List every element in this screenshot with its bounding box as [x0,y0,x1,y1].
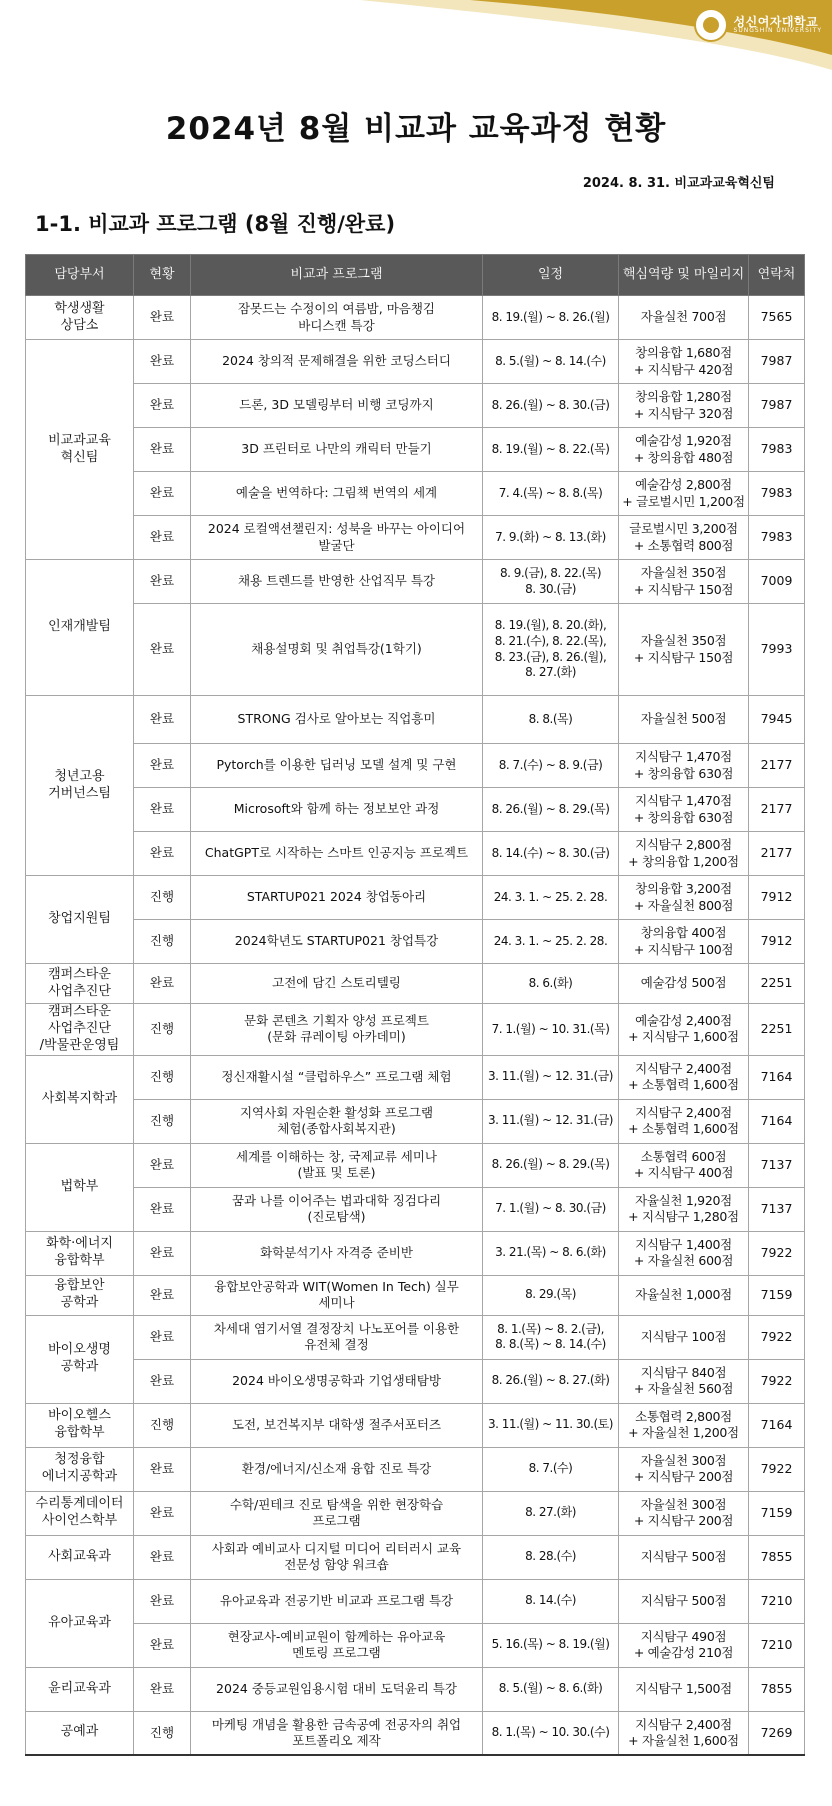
table-row [26,384,805,428]
schedule-cell: 24. 3. 1. ~ 25. 2. 28. [483,876,619,920]
phone-cell: 7945 [749,696,805,744]
table-row [26,1535,805,1579]
program-cell: Pytorch를 이용한 딥러닝 모델 설계 및 구현 [191,744,483,788]
table-row [26,472,805,516]
table-row [26,428,805,472]
status-cell: 완료 [134,1667,191,1711]
status-cell: 진행 [134,1711,191,1755]
points-cell: 자율실천 350점 + 지식탐구 150점 [619,560,749,604]
points-cell: 지식탐구 2,400점 + 소통협력 1,600점 [619,1099,749,1143]
phone-cell: 7922 [749,1359,805,1403]
phone-cell: 7855 [749,1667,805,1711]
status-cell: 완료 [134,1491,191,1535]
points-cell: 창의융합 400점 + 지식탐구 100점 [619,920,749,964]
program-cell: 정신재활시설 “클럽하우스” 프로그램 체험 [191,1055,483,1099]
points-cell: 지식탐구 500점 [619,1579,749,1623]
table-row [26,1623,805,1667]
program-cell: 지역사회 자원순환 활성화 프로그램 체험(종합사회복지관) [191,1099,483,1143]
schedule-cell: 7. 1.(월) ~ 10. 31.(목) [483,1004,619,1056]
phone-cell: 2177 [749,832,805,876]
schedule-cell: 8. 26.(월) ~ 8. 27.(화) [483,1359,619,1403]
program-cell: 채용설명회 및 취업특강(1학기) [191,604,483,696]
table-row [26,1359,805,1403]
status-cell: 완료 [134,1187,191,1231]
phone-cell: 7269 [749,1711,805,1755]
points-cell: 지식탐구 1,470점 + 창의융합 630점 [619,744,749,788]
points-cell: 지식탐구 100점 [619,1315,749,1359]
schedule-cell: 8. 7.(수) [483,1447,619,1491]
header-program: 비교과 프로그램 [191,255,483,296]
schedule-cell: 8. 5.(월) ~ 8. 6.(화) [483,1667,619,1711]
phone-cell: 2177 [749,744,805,788]
schedule-cell: 7. 4.(목) ~ 8. 8.(목) [483,472,619,516]
phone-cell: 7164 [749,1403,805,1447]
points-cell: 글로벌시민 3,200점 + 소통협력 800점 [619,516,749,560]
status-cell: 진행 [134,1403,191,1447]
points-cell: 지식탐구 490점 + 예술감성 210점 [619,1623,749,1667]
phone-cell: 7137 [749,1187,805,1231]
points-cell: 자율실천 300점 + 지식탐구 200점 [619,1491,749,1535]
points-cell: 자율실천 300점 + 지식탐구 200점 [619,1447,749,1491]
points-cell: 자율실천 350점 + 지식탐구 150점 [619,604,749,696]
header-points: 핵심역량 및 마일리지 [619,255,749,296]
phone-cell: 7922 [749,1315,805,1359]
points-cell: 지식탐구 2,800점 + 창의융합 1,200점 [619,832,749,876]
phone-cell: 7987 [749,384,805,428]
dept-cell: 비교과교육 혁신팀 [26,340,134,560]
program-cell: 문화 콘텐츠 기획자 양성 프로젝트 (문화 큐레이팅 아카데미) [191,1004,483,1056]
points-cell: 예술감성 500점 [619,964,749,1004]
schedule-cell: 7. 9.(화) ~ 8. 13.(화) [483,516,619,560]
schedule-cell: 8. 26.(월) ~ 8. 29.(목) [483,1143,619,1187]
status-cell: 완료 [134,1143,191,1187]
schedule-cell: 8. 19.(월) ~ 8. 26.(월) [483,296,619,340]
points-cell: 예술감성 2,800점 + 글로벌시민 1,200점 [619,472,749,516]
header-dept: 담당부서 [26,255,134,296]
schedule-cell: 8. 5.(월) ~ 8. 14.(수) [483,340,619,384]
phone-cell: 7565 [749,296,805,340]
table-row [26,832,805,876]
table-row [26,876,805,920]
status-cell: 완료 [134,428,191,472]
dept-cell: 융합보안 공학과 [26,1275,134,1315]
points-cell: 자율실천 1,000점 [619,1275,749,1315]
table-row [26,1055,805,1099]
table-row [26,1447,805,1491]
table-row [26,744,805,788]
table-row [26,1004,805,1056]
program-cell: 2024 창의적 문제해결을 위한 코딩스터디 [191,340,483,384]
table-row [26,1099,805,1143]
points-cell: 소통협력 600점 + 지식탐구 400점 [619,1143,749,1187]
dept-cell: 유아교육과 [26,1579,134,1667]
schedule-cell: 8. 14.(수) ~ 8. 30.(금) [483,832,619,876]
status-cell: 완료 [134,384,191,428]
phone-cell: 7164 [749,1099,805,1143]
schedule-cell: 8. 6.(화) [483,964,619,1004]
schedule-cell: 8. 26.(월) ~ 8. 30.(금) [483,384,619,428]
status-cell: 진행 [134,920,191,964]
program-cell: 수학/핀테크 진로 탐색을 위한 현장학습 프로그램 [191,1491,483,1535]
program-cell: 현장교사-예비교원이 함께하는 유아교육 멘토링 프로그램 [191,1623,483,1667]
schedule-cell: 3. 11.(월) ~ 12. 31.(금) [483,1099,619,1143]
status-cell: 진행 [134,1004,191,1056]
program-cell: 마케팅 개념을 활용한 금속공예 전공자의 취업 포트폴리오 제작 [191,1711,483,1755]
program-cell: 예술을 번역하다: 그림책 번역의 세계 [191,472,483,516]
program-cell: 융합보안공학과 WIT(Women In Tech) 실무 세미나 [191,1275,483,1315]
program-cell: 화학분석기사 자격증 준비반 [191,1231,483,1275]
status-cell: 완료 [134,1623,191,1667]
points-cell: 지식탐구 1,470점 + 창의융합 630점 [619,788,749,832]
dept-cell: 인재개발팀 [26,560,134,696]
status-cell: 완료 [134,1315,191,1359]
program-cell: 세계를 이해하는 창, 국제교류 세미나 (발표 및 토론) [191,1143,483,1187]
phone-cell: 7987 [749,340,805,384]
program-cell: 차세대 염기서열 결정장치 나노포어를 이용한 유전체 결정 [191,1315,483,1359]
status-cell: 완료 [134,744,191,788]
points-cell: 창의융합 3,200점 + 자율실천 800점 [619,876,749,920]
status-cell: 완료 [134,832,191,876]
phone-cell: 7210 [749,1579,805,1623]
table-row [26,788,805,832]
points-cell: 지식탐구 840점 + 자율실천 560점 [619,1359,749,1403]
status-cell: 완료 [134,788,191,832]
dept-cell: 사회복지학과 [26,1055,134,1143]
table-row [26,1403,805,1447]
status-cell: 완료 [134,696,191,744]
schedule-cell: 7. 1.(월) ~ 8. 30.(금) [483,1187,619,1231]
status-cell: 완료 [134,1535,191,1579]
status-cell: 진행 [134,1055,191,1099]
program-cell: 유아교육과 전공기반 비교과 프로그램 특강 [191,1579,483,1623]
dept-cell: 화학·에너지 융합학부 [26,1231,134,1275]
university-logo [694,8,822,42]
schedule-cell: 8. 28.(수) [483,1535,619,1579]
program-cell: ChatGPT로 시작하는 스마트 인공지능 프로젝트 [191,832,483,876]
points-cell: 자율실천 700점 [619,296,749,340]
schedule-cell: 8. 7.(수) ~ 8. 9.(금) [483,744,619,788]
table-row [26,1315,805,1359]
logo-name-en: SUNGSHIN UNIVERSITY [733,27,822,35]
dept-cell: 바이오생명 공학과 [26,1315,134,1403]
dept-cell: 학생생활 상담소 [26,296,134,340]
points-cell: 예술감성 1,920점 + 창의융합 480점 [619,428,749,472]
table-row [26,1187,805,1231]
points-cell: 예술감성 2,400점 + 지식탐구 1,600점 [619,1004,749,1056]
program-cell: 2024학년도 STARTUP021 창업특강 [191,920,483,964]
phone-cell: 7009 [749,560,805,604]
schedule-cell: 8. 1.(목) ~ 10. 30.(수) [483,1711,619,1755]
program-cell: 3D 프린터로 나만의 캐릭터 만들기 [191,428,483,472]
program-cell: 드론, 3D 모델링부터 비행 코딩까지 [191,384,483,428]
points-cell: 자율실천 500점 [619,696,749,744]
page-title: 2024년 8월 비교과 교육과정 현황 [165,111,667,147]
table-header-row [26,255,805,296]
header-phone: 연락처 [749,255,805,296]
status-cell: 완료 [134,1275,191,1315]
phone-cell: 7159 [749,1491,805,1535]
table-row [26,920,805,964]
schedule-cell: 8. 26.(월) ~ 8. 29.(목) [483,788,619,832]
table-row [26,516,805,560]
table-body [26,296,805,1756]
university-seal-icon [694,8,728,42]
status-cell: 완료 [134,1447,191,1491]
schedule-cell: 24. 3. 1. ~ 25. 2. 28. [483,920,619,964]
dept-cell: 법학부 [26,1143,134,1231]
program-cell: 환경/에너지/신소재 융합 진로 특강 [191,1447,483,1491]
phone-cell: 7210 [749,1623,805,1667]
phone-cell: 7983 [749,516,805,560]
status-cell: 완료 [134,1579,191,1623]
phone-cell: 7137 [749,1143,805,1187]
program-cell: Microsoft와 함께 하는 정보보안 과정 [191,788,483,832]
points-cell: 지식탐구 500점 [619,1535,749,1579]
phone-cell: 2251 [749,1004,805,1056]
program-cell: STARTUP021 2024 창업동아리 [191,876,483,920]
status-cell: 완료 [134,1359,191,1403]
points-cell: 지식탐구 2,400점 + 자율실천 1,600점 [619,1711,749,1755]
table-row [26,1579,805,1623]
status-cell: 진행 [134,1099,191,1143]
dept-cell: 창업지원팀 [26,876,134,964]
table-row [26,604,805,696]
table-row [26,1143,805,1187]
phone-cell: 7912 [749,920,805,964]
program-cell: 사회과 예비교사 디지털 미디어 리터러시 교육 전문성 함양 워크숍 [191,1535,483,1579]
phone-cell: 2177 [749,788,805,832]
schedule-cell: 3. 21.(목) ~ 8. 6.(화) [483,1231,619,1275]
dept-cell: 수리통계데이터 사이언스학부 [26,1491,134,1535]
schedule-cell: 8. 27.(화) [483,1491,619,1535]
schedule-cell: 8. 29.(목) [483,1275,619,1315]
table-row [26,560,805,604]
schedule-cell: 8. 19.(월), 8. 20.(화), 8. 21.(수), 8. 22.(목), 8. 23.(금), 8. 26.(월), 8. 27.(화) [483,604,619,696]
phone-cell: 7922 [749,1447,805,1491]
table-row [26,1231,805,1275]
status-cell: 완료 [134,296,191,340]
status-cell: 완료 [134,964,191,1004]
dept-cell: 윤리교육과 [26,1667,134,1711]
points-cell: 창의융합 1,680점 + 지식탐구 420점 [619,340,749,384]
points-cell: 지식탐구 1,500점 [619,1667,749,1711]
header-status: 현황 [134,255,191,296]
points-cell: 자율실천 1,920점 + 지식탐구 1,280점 [619,1187,749,1231]
program-table [25,254,805,1756]
points-cell: 지식탐구 1,400점 + 자율실천 600점 [619,1231,749,1275]
schedule-cell: 8. 14.(수) [483,1579,619,1623]
program-cell: 채용 트렌드를 반영한 산업직무 특강 [191,560,483,604]
table-row [26,1667,805,1711]
program-cell: 2024 바이오생명공학과 기업생태탐방 [191,1359,483,1403]
schedule-cell: 8. 8.(목) [483,696,619,744]
status-cell: 완료 [134,604,191,696]
phone-cell: 7855 [749,1535,805,1579]
table-row [26,1711,805,1755]
phone-cell: 7912 [749,876,805,920]
program-cell: 잠못드는 수정이의 여름밤, 마음챙김 바디스캔 특강 [191,296,483,340]
status-cell: 완료 [134,560,191,604]
program-cell: 꿈과 나를 이어주는 법과대학 징검다리 (진로탐색) [191,1187,483,1231]
table-row [26,1491,805,1535]
status-cell: 완료 [134,516,191,560]
schedule-cell: 5. 16.(목) ~ 8. 19.(월) [483,1623,619,1667]
points-cell: 소통협력 2,800점 + 자율실천 1,200점 [619,1403,749,1447]
table-row [26,696,805,744]
phone-cell: 7164 [749,1055,805,1099]
table-row [26,340,805,384]
program-cell: 도전, 보건복지부 대학생 절주서포터즈 [191,1403,483,1447]
program-cell: 2024 로컬액션챌린지: 성북을 바꾸는 아이디어 발굴단 [191,516,483,560]
schedule-cell: 3. 11.(월) ~ 12. 31.(금) [483,1055,619,1099]
schedule-cell: 3. 11.(월) ~ 11. 30.(토) [483,1403,619,1447]
status-cell: 진행 [134,876,191,920]
status-cell: 완료 [134,340,191,384]
phone-cell: 7983 [749,428,805,472]
dept-cell: 바이오헬스 융합학부 [26,1403,134,1447]
table-row [26,964,805,1004]
dept-cell: 사회교육과 [26,1535,134,1579]
phone-cell: 7922 [749,1231,805,1275]
dept-cell: 청정융합 에너지공학과 [26,1447,134,1491]
phone-cell: 7159 [749,1275,805,1315]
schedule-cell: 8. 9.(금), 8. 22.(목) 8. 30.(금) [483,560,619,604]
program-cell: 2024 중등교원임용시험 대비 도덕윤리 특강 [191,1667,483,1711]
points-cell: 창의융합 1,280점 + 지식탐구 320점 [619,384,749,428]
logo-name-kr: 성신여자대학교 [733,14,819,29]
points-cell: 지식탐구 2,400점 + 소통협력 1,600점 [619,1055,749,1099]
status-cell: 완료 [134,472,191,516]
phone-cell: 2251 [749,964,805,1004]
schedule-cell: 8. 19.(월) ~ 8. 22.(목) [483,428,619,472]
phone-cell: 7983 [749,472,805,516]
dept-cell: 캠퍼스타운 사업추진단 [26,964,134,1004]
program-cell: 고전에 담긴 스토리텔링 [191,964,483,1004]
dept-cell: 캠퍼스타운 사업추진단 /박물관운영팀 [26,1004,134,1056]
table-row [26,296,805,340]
status-cell: 완료 [134,1231,191,1275]
program-cell: STRONG 검사로 알아보는 직업흥미 [191,696,483,744]
dept-cell: 공예과 [26,1711,134,1755]
phone-cell: 7993 [749,604,805,696]
schedule-cell: 8. 1.(목) ~ 8. 2.(금), 8. 8.(목) ~ 8. 14.(수) [483,1315,619,1359]
section-title: 1-1. 비교과 프로그램 (8월 진행/완료) [35,212,396,236]
dept-cell: 청년고용 거버넌스팀 [26,696,134,876]
table-row [26,1275,805,1315]
date-line: 2024. 8. 31. 비교과교육혁신팀 [582,176,775,191]
header-schedule: 일정 [483,255,619,296]
